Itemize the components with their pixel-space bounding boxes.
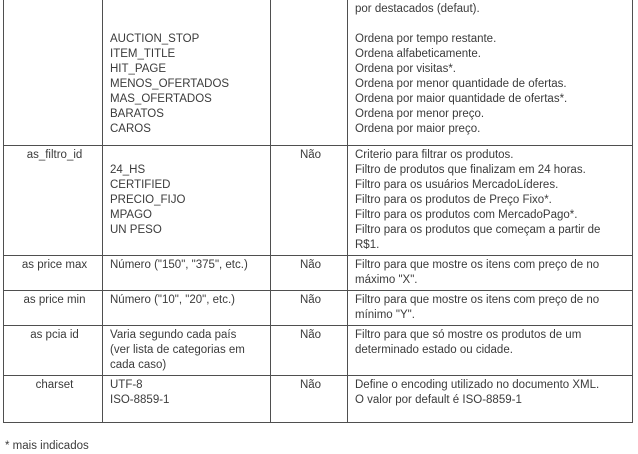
text-line: por destacados (defaut).	[355, 3, 480, 15]
text-line: Ordena por visitas*.	[355, 63, 456, 75]
text-line: ITEM_TITLE	[110, 48, 176, 60]
text-line: Número ("150", "375", etc.)	[110, 258, 248, 271]
text-line: Filtro para os usuários MercadoLíderes.	[355, 178, 559, 191]
row-sort-values-continuation	[4, 0, 633, 145]
text-line	[110, 2, 266, 17]
text-line: Não	[299, 328, 322, 341]
values-cell	[103, 255, 271, 290]
text-line: Filtro para que mostre os itens com preço de no	[355, 293, 600, 306]
text-line	[110, 17, 266, 32]
footnote: * mais indicados	[5, 439, 89, 452]
text-line: as price min	[23, 293, 86, 306]
text-line: Filtro para que mostre os itens com preço de no	[355, 258, 600, 271]
text-line: Número ("10", "20", etc.)	[110, 293, 235, 306]
required-cell	[271, 325, 348, 375]
text-line	[278, 2, 343, 17]
text-line: MENOS_OFERTADOS	[110, 78, 230, 90]
text-line: Filtro para os produtos de Preço Fixo*.	[355, 193, 552, 206]
text-line	[355, 17, 628, 32]
description-cell	[348, 325, 633, 375]
required-cell	[271, 290, 348, 325]
parameters-table	[3, 0, 633, 423]
values-cell	[103, 0, 271, 145]
param-cell	[4, 255, 103, 290]
text-line: as price max	[21, 258, 88, 271]
text-line: as_filtro_id	[26, 148, 83, 161]
values-cell	[103, 290, 271, 325]
param-cell	[4, 290, 103, 325]
text-line: MAS_OFERTADOS	[110, 93, 212, 105]
text-line: Não	[299, 293, 322, 306]
text-line: CERTIFIED	[110, 178, 171, 191]
text-line: Ordena por maior quantidade de ofertas*.	[355, 93, 568, 105]
param-cell	[4, 325, 103, 375]
required-cell	[271, 255, 348, 290]
row-as-pcia-id	[4, 325, 633, 375]
row-as-price-max	[4, 255, 633, 290]
values-cell	[103, 325, 271, 375]
text-line: Não	[299, 148, 322, 161]
text-line: mínimo "Y".	[355, 308, 415, 321]
text-line: UTF-8	[110, 378, 143, 391]
text-line: máximo "X".	[355, 273, 418, 286]
text-line: R$1.	[355, 238, 380, 251]
text-line	[11, 2, 98, 17]
text-line: determinado estado ou cidade.	[355, 343, 513, 356]
description-cell	[348, 145, 633, 255]
text-line: PRECIO_FIJO	[110, 193, 186, 206]
values-cell	[103, 145, 271, 255]
text-line: Ordena por menor preço.	[355, 108, 485, 120]
text-line: charset	[35, 378, 74, 391]
text-line: CAROS	[110, 123, 151, 135]
row-charset	[4, 375, 633, 422]
text-line: Filtro para os produtos com MercadoPago*.	[355, 208, 578, 221]
description-cell	[348, 290, 633, 325]
text-line: Ordena por tempo restante.	[355, 33, 497, 45]
text-line: (ver lista de categorias em	[110, 343, 245, 356]
required-cell	[271, 375, 348, 422]
text-line: HIT_PAGE	[110, 63, 167, 75]
text-line: ISO-8859-1	[110, 393, 170, 406]
text-line: Criterio para filtrar os produtos.	[355, 148, 514, 161]
row-as-filtro-id	[4, 145, 633, 255]
description-cell	[348, 255, 633, 290]
text-line: Não	[299, 378, 322, 391]
text-line	[110, 148, 266, 163]
text-line: Ordena por menor quantidade de ofertas.	[355, 78, 567, 90]
param-cell	[4, 0, 103, 145]
text-line: Define o encoding utilizado no documento XML.	[355, 378, 600, 391]
text-line: AUCTION_STOP	[110, 33, 200, 45]
values-cell	[103, 375, 271, 422]
text-line: UN PESO	[110, 223, 162, 236]
text-line: BARATOS	[110, 108, 164, 120]
text-line: 24_HS	[110, 163, 146, 176]
required-cell	[271, 145, 348, 255]
text-line: Não	[299, 258, 322, 271]
param-cell	[4, 145, 103, 255]
required-cell	[271, 0, 348, 145]
text-line: O valor por default é ISO-8859-1	[355, 393, 522, 406]
text-line: cada caso)	[110, 358, 167, 371]
text-line: as pcia id	[30, 328, 79, 341]
text-line: Filtro de produtos que finalizam em 24 horas.	[355, 163, 586, 176]
description-cell	[348, 375, 633, 422]
text-line: Filtro para que só mostre os produtos de um	[355, 328, 582, 341]
text-line: Filtro para os produtos que começam a partir de	[355, 223, 601, 236]
text-line: Ordena por maior preço.	[355, 123, 481, 135]
parameters-table-body	[4, 0, 633, 422]
text-line: Ordena alfabeticamente.	[355, 48, 481, 60]
row-as-price-min	[4, 290, 633, 325]
text-line: Varia segundo cada país	[110, 328, 237, 341]
description-cell	[348, 0, 633, 145]
param-cell	[4, 375, 103, 422]
text-line: MPAGO	[110, 208, 152, 221]
